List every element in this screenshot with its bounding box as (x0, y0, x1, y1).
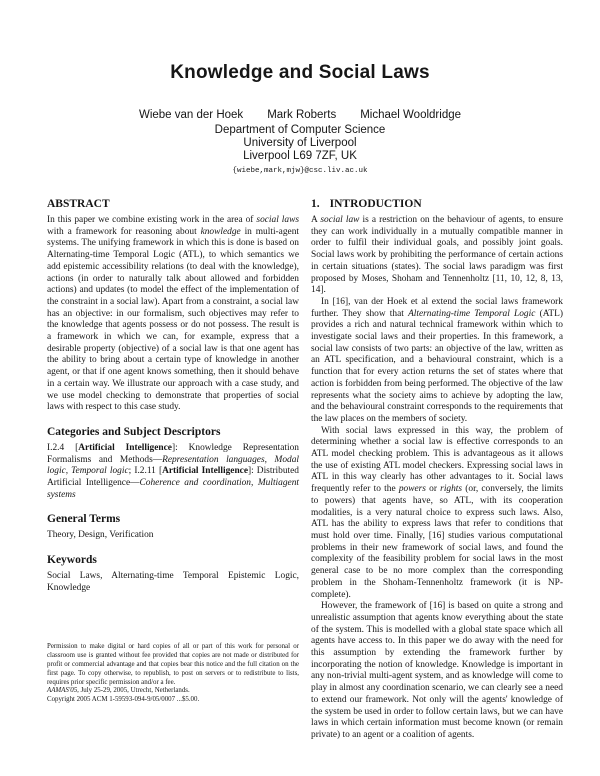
abstract-heading: ABSTRACT (47, 198, 110, 210)
general-terms-text: Theory, Design, Verification (47, 530, 154, 541)
general-terms-heading: General Terms (47, 513, 121, 526)
introduction-heading (311, 198, 563, 210)
abstract-text: In this paper we combine existing work in the area of social laws with a framework for reasoning about knowledge in multi-agent systems. The unifying framework in which this is done is based on Alternating-time Temporal Logic (ATL), to which semantics we add epistemic accessibility relations (to deal with the knowledge), actions (in order to naturally talk about allowed and forbidden actions) and updates (to model the effect of the implementation of the constraint in a social law). Apart from a constraint, a social law has an objective: in our formalism, such objectives may refer to the knowledge that agents possess or do not possess. The result is a framework in which we can, for example, express that a desirable property (objective) of a social law is that one agent has the ability to bring about a certain type of knowledge in another agent, or that if one agent knows something, then it should behave in a certain way. We illustrate our approach with a case study, and we use model checking to demonstrate that properties of social laws with respect to this case study. (47, 215, 300, 413)
categories-text: I.2.4 [Artificial Intelligence]: Knowledge Representation Formalisms and Methods—Representation languages, Modal logic, Temporal logic; I.2.11 [Artificial Intelligence]: Distributed Artificial Intelligence—Coherence and coordination, Multiagent systems (47, 442, 299, 500)
right-column (311, 198, 563, 742)
authors-line (0, 109, 600, 121)
keywords-text: Social Laws, Alternating-time Temporal Epistemic Logic, Knowledge (47, 571, 299, 593)
paper-title: Knowledge and Social Laws (170, 62, 430, 83)
keywords-heading: Keywords (47, 554, 97, 567)
intro-paragraph-4: However, the framework of [16] is based on quite a strong and unrealistic assumption that agents know everything about the state of the system. This is modelled with a global state space which all agents have access to. In this paper we do away with the need for this assumption by extending the framework further by incorporating the notion of knowledge. Knowledge is important in any non-trivial multi-agent system, and as knowledge will come to play in almost any coordination scenario, we can clearly see a need to extend our framework. Not only will the agents' knowledge of the system be used in order to follow certain laws, but we can have laws in which certain information must become known (or remain private) to an agent or a coalition of agents. (311, 601, 563, 740)
intro-paragraph-2: In [16], van der Hoek et al extend the social laws framework further. They show that Alternating-time Temporal Logic (ATL) provides a rich and natural technical framework within which to investigate social laws and their properties. In this framework, a social law consists of two parts: an objective of the law, written as an ATL specification, and a behavioural constraint, which is a function that for every action returns the set of states where that action is forbidden from being performed. The objective of the law represents what the society aims to achieve by adopting the law, and the behavioural constraint corresponds to the requirements that the law places on the members of society. (311, 296, 564, 424)
left-column (47, 198, 299, 705)
copyright-permission-text: Permission to make digital or hard copies of all or part of this work for personal or classroom use is granted without fee provided that copies are not made or distributed for profit or commercial advantage and that copies bear this notice and the full citation on the first page. To copy otherwise, to republish, to post on servers or to redistribute to lists, requires prior specific permission and/or a fee. (47, 643, 299, 686)
copyright-line: Copyright 2005 ACM 1-59593-094-9/05/0007 ...$5.00. (47, 696, 200, 704)
general-terms-section (47, 513, 299, 542)
author-name-2: Mark Roberts (267, 109, 337, 121)
affiliation-department: Department of Computer Science (214, 124, 386, 136)
author-name-3: Michael Wooldridge (360, 109, 462, 121)
keywords-section (47, 554, 299, 594)
categories-section (47, 426, 299, 502)
author-name-1: Wiebe van der Hoek (138, 109, 244, 121)
two-column-body (47, 198, 563, 742)
introduction-section (311, 198, 563, 742)
conference-info: AAMAS'05, July 25-29, 2005, Utrecht, Netherlands. (47, 687, 190, 695)
copyright-notice (47, 643, 299, 705)
section-number: 1. (311, 198, 320, 210)
section-title: INTRODUCTION (329, 198, 422, 210)
categories-heading: Categories and Subject Descriptors (47, 425, 221, 438)
authors-email: {wiebe,mark,mjw}@csc.liv.ac.uk (232, 167, 368, 175)
intro-paragraph-3: With social laws expressed in this way, the problem of determining whether a social law is effective corresponds to an ATL model checking problem. This is advantageous as it allows the use of existing ATL model checkers. Expressing social laws in ATL in this way clearly has other advantages to it. Social laws frequently refer to the powers or rights (or, conversely, the limits to powers) that agents have, so ATL, with its cooperation modalities, is a very natural choice to express such laws. Also, ATL has the ability to express laws that refer to conditions that must hold over time. Finally, [16] studies various computational problems in their new framework of social laws, and found the complexity of the feasibility problem for social laws in the most general case to be no more complex than the corresponding problem in the Shoham-Tennenholtz framework (it is NP-complete). (311, 425, 563, 600)
affiliation-university: University of Liverpool (243, 137, 357, 149)
affiliation-address: Liverpool L69 7ZF, UK (243, 150, 357, 162)
abstract-section (47, 198, 299, 414)
intro-paragraph-1: A social law is a restriction on the behaviour of agents, to ensure they can work individually in a mutually compatible manner in order to fulfil their individual goals, and possibly joint goals. Social laws work by prohibiting the performance of certain actions in certain situations (states). The social laws paradigm was first proposed by Moses, Shoham and Tennenholtz [11, 10, 12, 8, 13, 14]. (311, 215, 563, 296)
paper-header (0, 62, 600, 175)
